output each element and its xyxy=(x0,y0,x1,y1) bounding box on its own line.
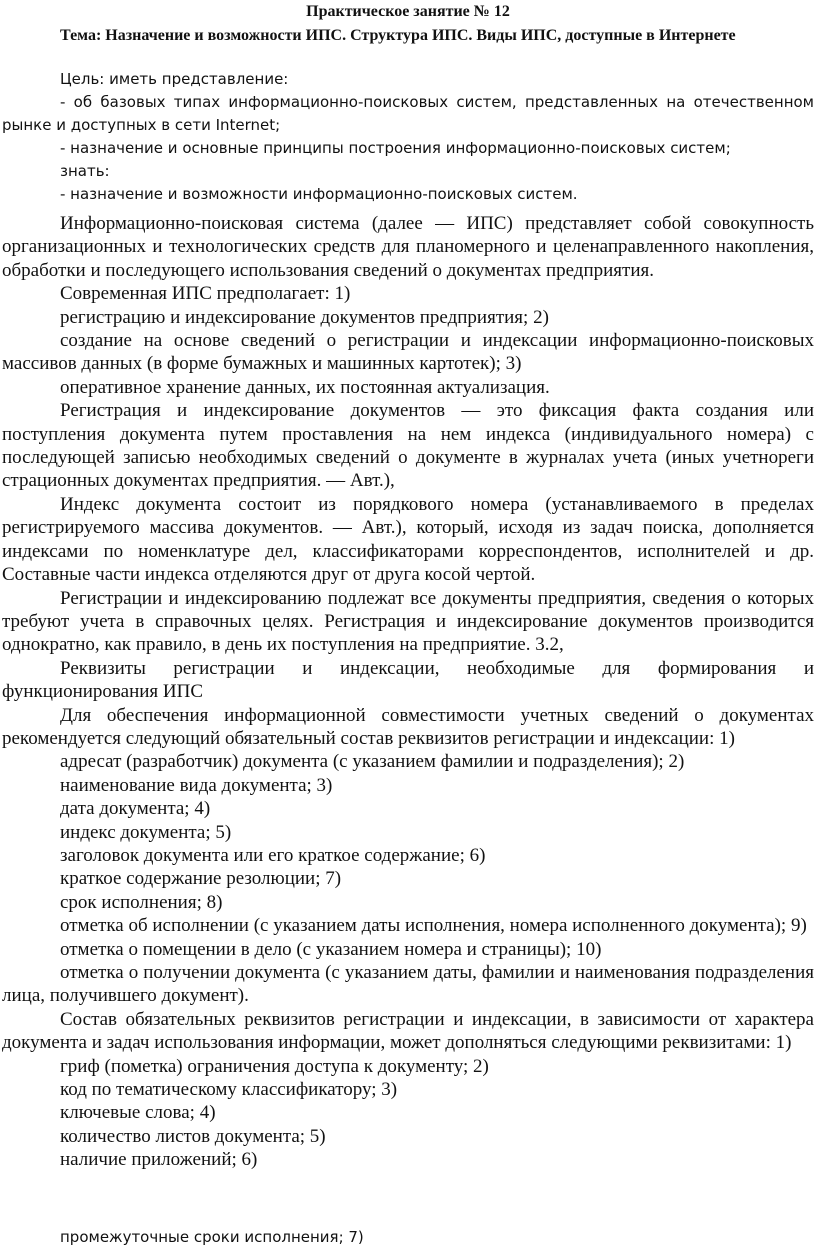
paragraph: ключевые слова; 4) xyxy=(60,1102,216,1124)
topic-heading: Тема: Назначение и возможности ИПС. Структура ИПС. Виды ИПС, доступные в Интернете xyxy=(60,27,736,44)
goal-line: Цель: иметь представление: xyxy=(60,70,289,88)
paragraph: Регистрации и индексированию подлежат все документы предприятия, сведения о которых требуют учета в справочных целях. Регистрация и индексирование документов производится однократно, как правило, в день их поступления на предприятие. 3.2, xyxy=(2,587,814,656)
goal-section xyxy=(2,68,814,206)
paragraph: оперативное хранение данных, их постоянная актуализация. xyxy=(60,376,550,398)
paragraph: отметка об исполнении (с указанием даты исполнения, номера исполненного документа); 9) xyxy=(60,915,807,937)
paragraph: краткое содержание резолюции; 7) xyxy=(60,868,342,890)
paragraph: Состав обязательных реквизитов регистрации и индексации, в зависимости от характера документа и задач использования информации, может дополняться следующими реквизитами: 1) xyxy=(2,1008,814,1054)
paragraph: наименование вида документа; 3) xyxy=(60,774,333,796)
goal-line: - об базовых типах информационно-поисковых систем, представленных на отечественном рынке и доступных в сети Internet; xyxy=(2,93,814,134)
paragraph: создание на основе сведений о регистрации и индексации информационно-поисковых массивов данных (в форме бумажных и машинных картотек); 3) xyxy=(2,330,814,375)
paragraph: Регистрация и индексирование документов — это фиксация факта создания или поступления документа путем проставления на нем индекса (индивидуального номера) с последующей записью необходимых сведений о документе в журналах учета (иных учетнореги страционных документах предприятия. — Авт.), xyxy=(2,400,814,492)
paragraph: код по тематическому классификатору; 3) xyxy=(60,1079,398,1101)
paragraph: Реквизиты регистрации и индексации, необходимые для формирования и функционирования ИПС xyxy=(2,657,814,703)
paragraph: заголовок документа или его краткое содержание; 6) xyxy=(60,844,486,866)
paragraph: адресат (разработчик) документа (с указанием фамилии и подразделения); 2) xyxy=(60,751,685,773)
paragraph: Информационно-поисковая система (далее — ИПС) представляет собой совокупность организационных и технологических средств для планомерного и целенаправленного накопления, обработки и последующего использования сведений о документах предприятия. xyxy=(2,213,814,281)
paragraph: Современная ИПС предполагает: 1) xyxy=(60,283,351,305)
goal-line: - назначение и основные принципы построения информационно-поисковых систем; xyxy=(60,139,731,157)
last-line: промежуточные сроки исполнения; 7) xyxy=(60,1228,364,1246)
paragraph: количество листов документа; 5) xyxy=(60,1125,326,1147)
paragraph: наличие приложений; 6) xyxy=(60,1149,258,1171)
paragraph: срок исполнения; 8) xyxy=(60,891,223,913)
paragraph: Индекс документа состоит из порядкового номера (устанавливаемого в пределах регистрируемого массива документов. — Авт.), который, исходя из задач поиска, дополняется индексами по номенклатуре дел, классификаторами корреспондентов, исполнителей и др. Составные части индекса отделяются друг от друга косой чертой. xyxy=(2,493,814,586)
paragraph: Для обеспечения информационной совместимости учетных сведений о документах рекомендуется следующий обязательный состав реквизитов регистрации и индексации: 1) xyxy=(2,704,814,749)
paragraph: дата документа; 4) xyxy=(60,798,211,820)
paragraph: гриф (пометка) ограничения доступа к документу; 2) xyxy=(60,1055,489,1077)
page-title: Практическое занятие № 12 xyxy=(306,3,510,20)
body-text xyxy=(2,212,814,1172)
paragraph: индекс документа; 5) xyxy=(60,821,232,843)
paragraph: отметка о помещении в дело (с указанием номера и страницы); 10) xyxy=(60,938,602,960)
paragraph: регистрацию и индексирование документов предприятия; 2) xyxy=(60,306,549,328)
goal-line: - назначение и возможности информационно-поисковых систем. xyxy=(60,185,578,203)
goal-line: знать: xyxy=(60,162,110,180)
paragraph: отметка о получении документа (с указанием даты, фамилии и наименования подразделения лица, получившего документ). xyxy=(2,962,814,1007)
